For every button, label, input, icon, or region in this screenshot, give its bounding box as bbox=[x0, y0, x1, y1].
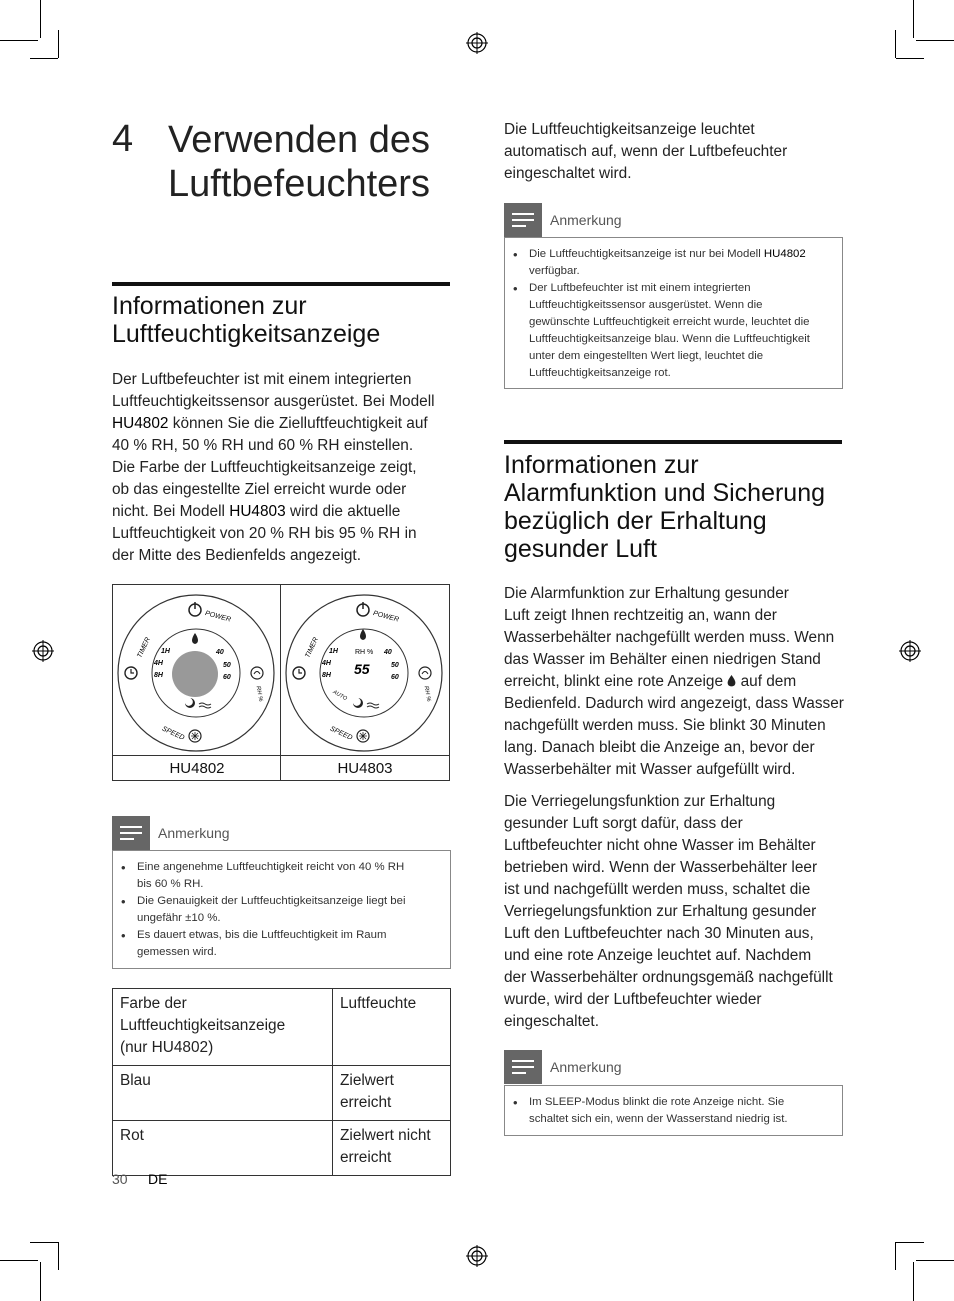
crop-mark bbox=[916, 1260, 954, 1261]
wind-speed-icon bbox=[367, 703, 379, 708]
note-box bbox=[112, 850, 451, 969]
registration-mark-icon bbox=[32, 640, 54, 662]
panel-label-hu4802: HU4802 bbox=[113, 755, 281, 782]
humidity-60: 60 bbox=[391, 674, 399, 681]
model-name: HU4803 bbox=[229, 503, 286, 520]
control-panel-illustrations bbox=[112, 584, 450, 781]
humidity-40: 40 bbox=[216, 649, 224, 656]
power-label: POWER bbox=[204, 610, 232, 624]
table-row bbox=[113, 1121, 451, 1176]
sleep-moon-icon bbox=[353, 698, 363, 708]
crop-mark bbox=[895, 30, 896, 58]
speed-label: SPEED bbox=[328, 725, 354, 742]
rh-label: RH % bbox=[422, 685, 432, 703]
humidity-mode-icon bbox=[419, 667, 431, 679]
fan-icon bbox=[189, 730, 201, 742]
crop-mark bbox=[0, 40, 38, 41]
lock-paragraph: Die Verriegelungsfunktion zur Erhaltung gesunder Luft sorgt dafür, dass der Luftbefeuchter nicht ohne Wasser im Behälter betrieben wird. Wenn der Wasserbehälter leer ist und nachgefüllt werden muss, schaltet die Verriegelungsfunktion zur Erhaltung gesunder Luft den Luftbefeuchter nach 30 Minuten aus, und eine rote Anzeige leuchtet auf. Nachdem der Wasserbehälter ordnungsgemäß nachgefüllt wurde, wird der Luftbefeuchter wieder eingeschaltet. bbox=[504, 793, 833, 1030]
timer-label: TIMER bbox=[136, 636, 152, 660]
crop-mark bbox=[896, 58, 924, 59]
timer-4h: 4H bbox=[322, 660, 331, 667]
power-icon bbox=[357, 602, 369, 616]
control-panel-hu4802 bbox=[113, 585, 281, 755]
timer-8h: 8H bbox=[154, 672, 163, 679]
language-code: DE bbox=[148, 1171, 168, 1187]
chapter-title: Verwenden des Luftbefeuchters bbox=[168, 119, 430, 205]
speed-label: SPEED bbox=[160, 725, 186, 742]
registration-mark-icon bbox=[466, 1245, 488, 1267]
crop-mark bbox=[30, 1242, 58, 1243]
note-item: • Die Genauigkeit der Luftfeuchtigkeitsanzeige liegt bei ungefähr ±10 %. bbox=[137, 893, 442, 927]
crop-mark bbox=[916, 40, 954, 41]
rh-label: RH % bbox=[254, 685, 264, 703]
crop-mark bbox=[913, 0, 914, 38]
intro-paragraph: Die Luftfeuchtigkeitsanzeige leuchtet automatisch auf, wenn der Luftbefeuchter eingeschaltet wird. bbox=[504, 121, 788, 182]
crop-mark bbox=[40, 1262, 41, 1301]
note-icon bbox=[504, 1050, 542, 1084]
auto-label: AUTO bbox=[331, 689, 348, 703]
note-header bbox=[504, 1050, 622, 1084]
note-icon bbox=[112, 816, 150, 850]
humidity-indicator-light bbox=[172, 651, 218, 697]
section-rule bbox=[504, 440, 842, 444]
chapter-number: 4 bbox=[112, 118, 134, 160]
note-label: Anmerkung bbox=[550, 212, 622, 228]
crop-mark bbox=[896, 1242, 924, 1243]
crop-mark bbox=[40, 0, 41, 38]
wind-speed-icon bbox=[199, 703, 211, 708]
control-panel-hu4803 bbox=[281, 585, 449, 755]
table-cell-value: Zielwert nicht erreicht bbox=[333, 1121, 451, 1176]
crop-mark bbox=[0, 1260, 38, 1261]
crop-mark bbox=[913, 1262, 914, 1301]
table-cell-color: Rot bbox=[113, 1121, 333, 1176]
table-header-row bbox=[113, 989, 451, 1066]
section-heading-alarm: Informationen zur Alarmfunktion und Sicherung bezüglich der Erhaltung gesunder Luft bbox=[504, 451, 826, 563]
table-cell-color: Blau bbox=[113, 1066, 333, 1121]
humidity-readout: 55 bbox=[354, 661, 370, 677]
water-drop-icon bbox=[360, 629, 366, 640]
note-item: • Eine angenehme Luftfeuchtigkeit reicht von 40 % RH bis 60 % RH. bbox=[137, 859, 442, 893]
power-icon bbox=[189, 602, 201, 616]
alarm-paragraph: Die Alarmfunktion zur Erhaltung gesunder Luft zeigt Ihnen rechtzeitig an, wann der Wasserbehälter nachgefüllt werden muss. Wenn das Wasser im Behälter einen niedrigen Stand erreicht, blinkt eine rote Anzeige auf dem Bedienfeld. Dadurch wird angezeigt, dass Wasser nachgefüllt werden muss. Sie blinkt 30 Minuten lang. Danach bleibt die Anzeige an, bevor der Wasserbehälter mit Wasser aufgefüllt wird. bbox=[504, 585, 844, 778]
sleep-moon-icon bbox=[185, 698, 195, 708]
humidity-50: 50 bbox=[391, 662, 399, 669]
section-heading-humidity-indicator: Informationen zur Luftfeuchtigkeitsanzeige bbox=[112, 292, 381, 348]
timer-clock-icon bbox=[125, 667, 137, 679]
crop-mark bbox=[58, 30, 59, 58]
model-name: HU4802 bbox=[763, 248, 806, 260]
note-box bbox=[504, 1085, 843, 1136]
page-number: 30 bbox=[112, 1171, 128, 1187]
timer-1h: 1H bbox=[161, 648, 170, 655]
humidity-indicator-paragraph: Der Luftbefeuchter ist mit einem integrierten Luftfeuchtigkeitssensor ausgerüstet. Bei Modell HU4802 können Sie die Zielluftfeuchtigkeit auf 40 % RH, 50 % RH und 60 % RH einstellen. Die Farbe der Luftfeuchtigkeitsanzeige zeigt, ob das eingestellte Ziel erreicht wurde oder nicht. Bei Modell HU4803 wird die aktuelle Luftfeuchtigkeit von 20 % RH bis 95 % RH in der Mitte des Bedienfelds angezeigt. bbox=[112, 371, 435, 564]
water-drop-icon bbox=[727, 675, 736, 687]
readout-unit: RH % bbox=[355, 649, 374, 656]
power-label: POWER bbox=[372, 610, 400, 624]
fan-icon bbox=[357, 730, 369, 742]
panel-label-hu4803: HU4803 bbox=[281, 755, 449, 782]
timer-label: TIMER bbox=[304, 636, 320, 660]
humidity-50: 50 bbox=[223, 662, 231, 669]
note-label: Anmerkung bbox=[550, 1059, 622, 1075]
note-item: • Der Luftbefeuchter ist mit einem integrierten Luftfeuchtigkeitssensor ausgerüstet. Wenn die gewünschte Luftfeuchtigkeit erreicht wurde, leuchtet die Luftfeuchtigkeitsanzeige blau. Wenn die Luftfeuchtigkeit unter dem eingestellten Wert liegt, leuchtet die Luftfeuchtigkeitsanzeige rot. bbox=[529, 280, 834, 382]
note-box bbox=[504, 237, 843, 389]
table-row bbox=[113, 1066, 451, 1121]
timer-clock-icon bbox=[293, 667, 305, 679]
humidity-color-table bbox=[112, 988, 451, 1176]
model-name: HU4802 bbox=[112, 415, 169, 432]
crop-mark bbox=[58, 1242, 59, 1270]
timer-8h: 8H bbox=[322, 672, 331, 679]
note-header bbox=[112, 816, 230, 850]
note-icon bbox=[504, 203, 542, 237]
water-drop-icon bbox=[192, 633, 198, 644]
registration-mark-icon bbox=[466, 32, 488, 54]
timer-4h: 4H bbox=[154, 660, 163, 667]
note-item: • Die Luftfeuchtigkeitsanzeige ist nur bei Modell HU4802 verfügbar. bbox=[529, 246, 834, 280]
humidity-40: 40 bbox=[384, 649, 392, 656]
note-label: Anmerkung bbox=[158, 825, 230, 841]
table-header-humidity: Luftfeuchte bbox=[333, 989, 451, 1066]
registration-mark-icon bbox=[899, 640, 921, 662]
section-rule bbox=[112, 282, 450, 286]
timer-1h: 1H bbox=[329, 648, 338, 655]
humidity-mode-icon bbox=[251, 667, 263, 679]
note-item: • Im SLEEP-Modus blinkt die rote Anzeige nicht. Sie schaltet sich ein, wenn der Wasserstand niedrig ist. bbox=[529, 1094, 834, 1128]
humidity-60: 60 bbox=[223, 674, 231, 681]
crop-mark bbox=[30, 58, 58, 59]
table-cell-value: Zielwert erreicht bbox=[333, 1066, 451, 1121]
table-header-color: Farbe der Luftfeuchtigkeitsanzeige (nur HU4802) bbox=[113, 989, 333, 1066]
crop-mark bbox=[895, 1242, 896, 1270]
note-item: • Es dauert etwas, bis die Luftfeuchtigkeit im Raum gemessen wird. bbox=[137, 927, 442, 961]
note-header bbox=[504, 203, 622, 237]
